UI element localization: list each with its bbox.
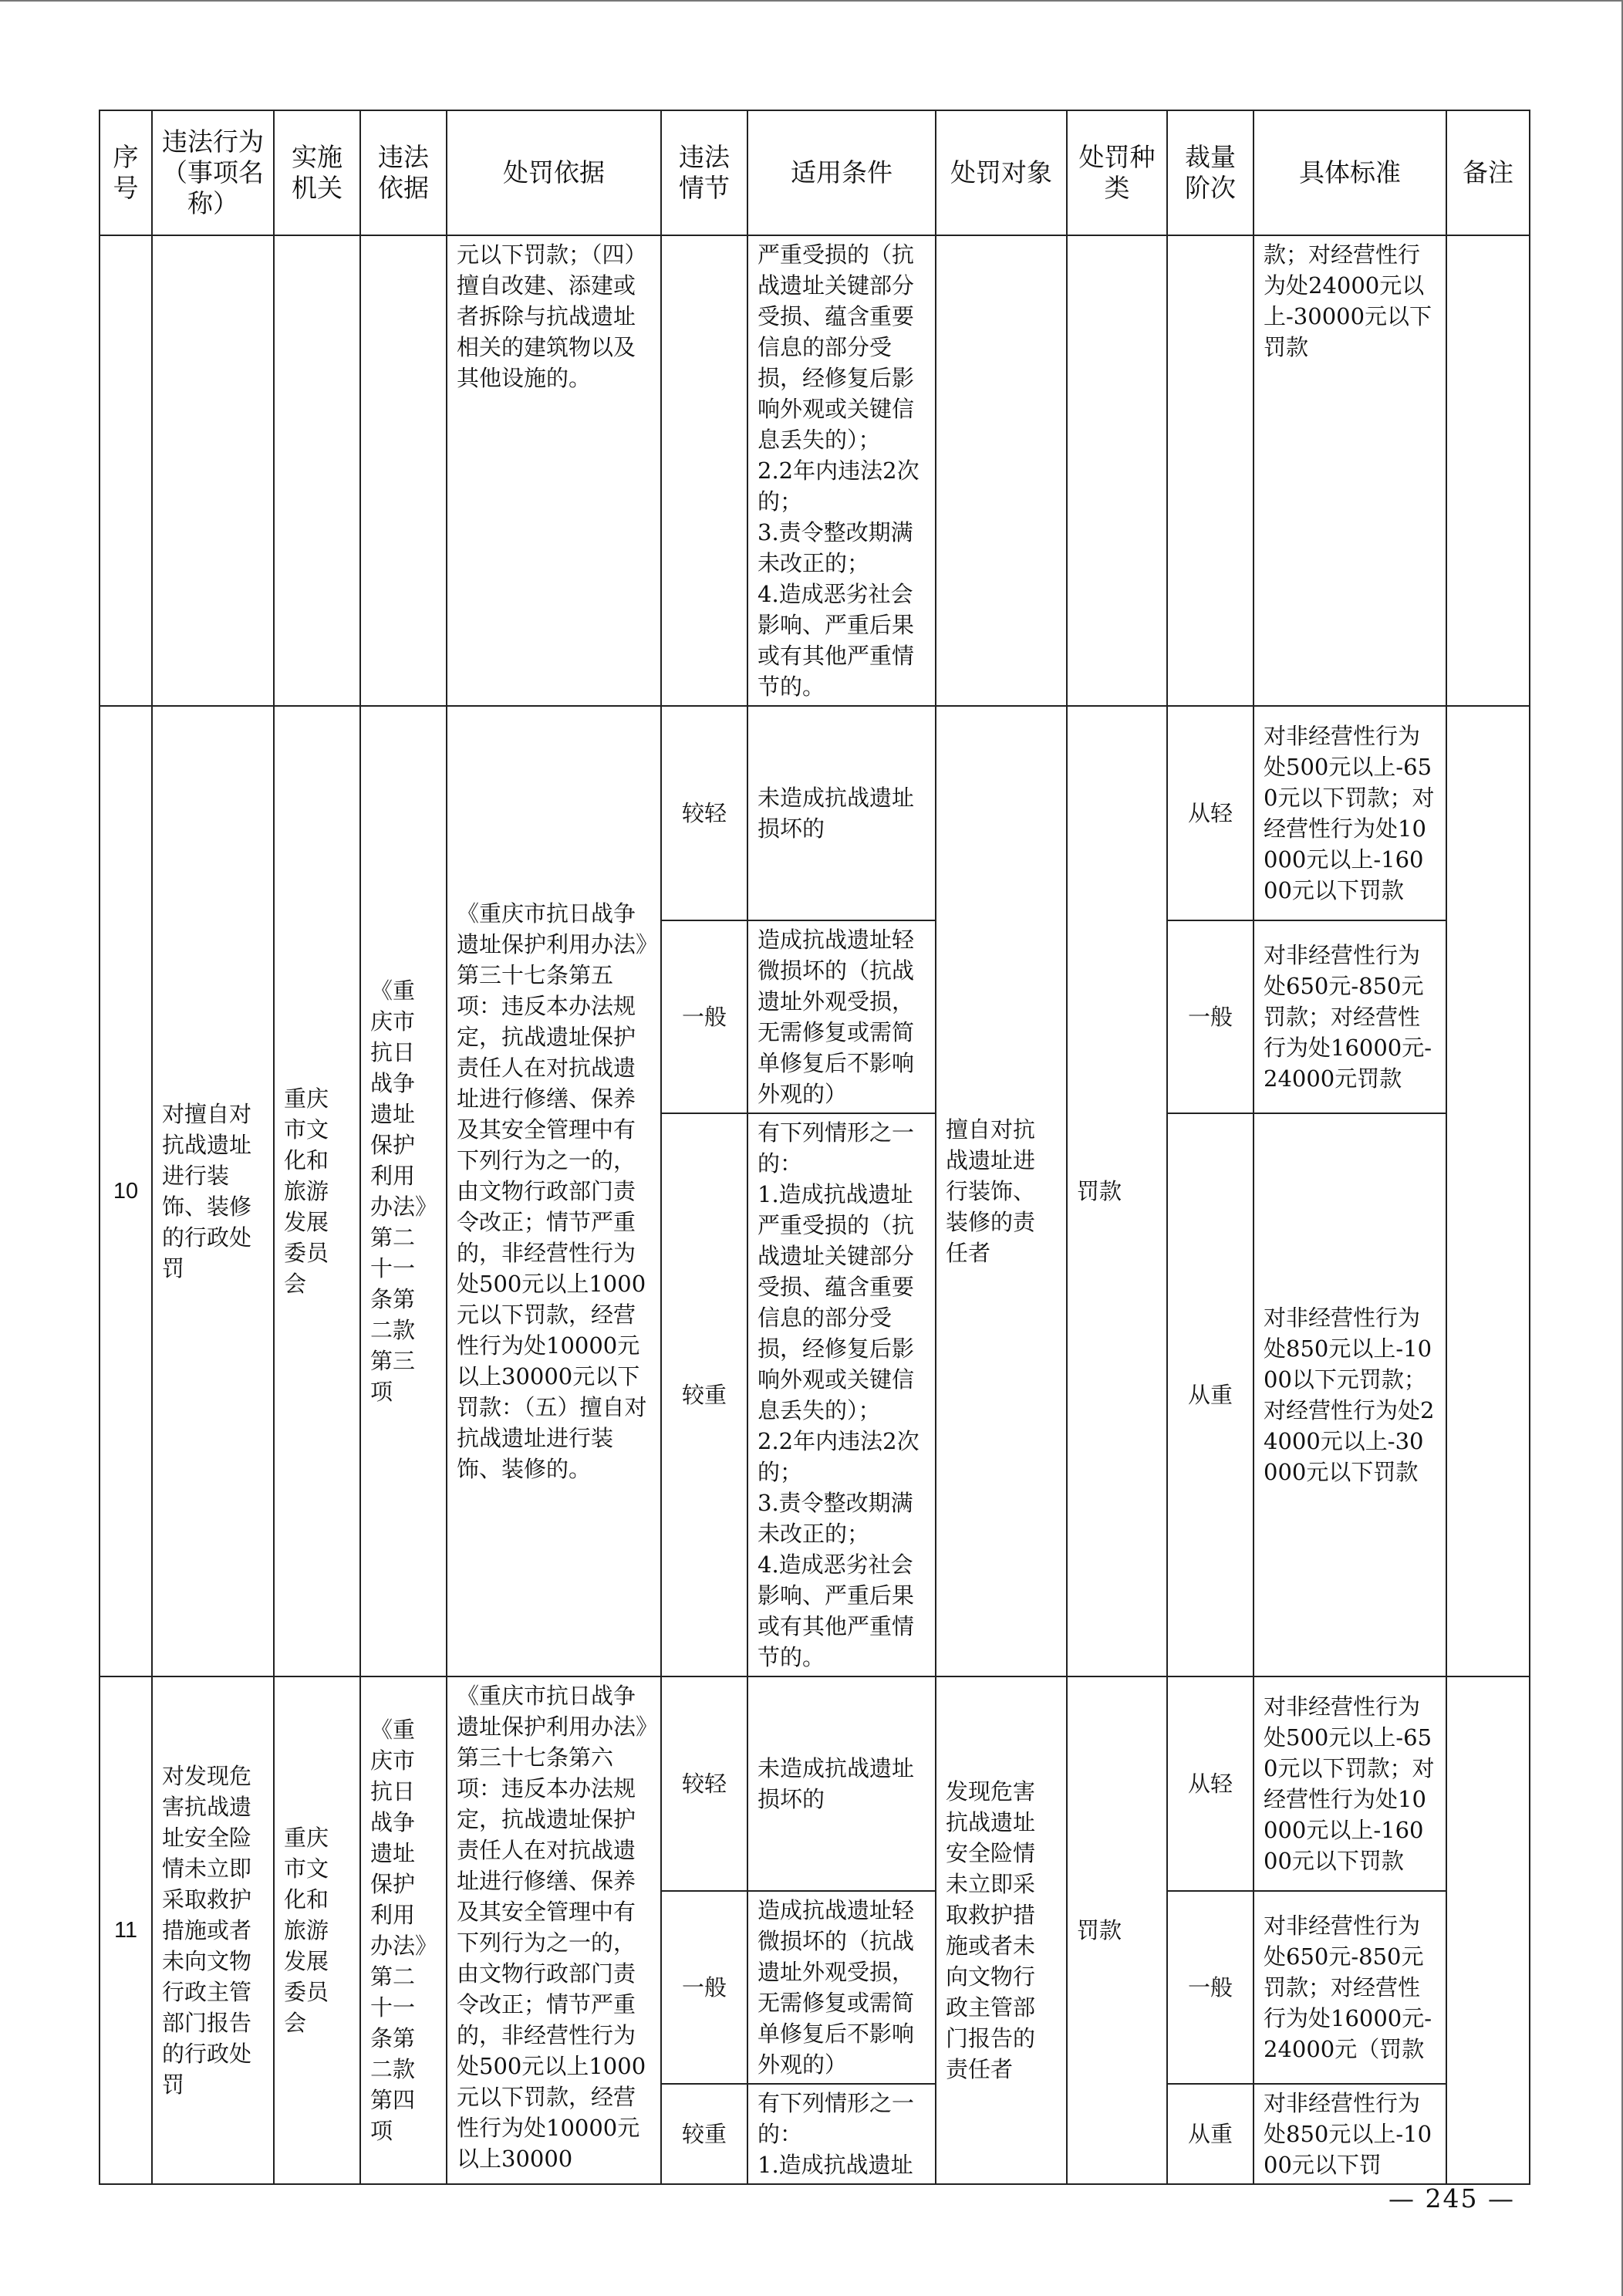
cell-circumstance: 较轻 [661, 1676, 747, 1891]
cell-stage: 从轻 [1167, 1676, 1254, 1891]
cell-basis: 《重庆市抗日战争遗址保护利用办法》第三十七条第五项：违反本办法规定，抗战遗址保护责任人在对抗战遗址进行修缮、保养及其安全管理中有下列行为之一的，由文物行政部门责令改正；情节严重的，非经营性行为处500元以上1000元以下罚款，经营性行为处10000元以上30000元以下罚款：（五）擅自对抗战遗址进行装饰、装修的。 [447, 706, 661, 1676]
cell-condition: 严重受损的（抗战遗址关键部分受损、蕴含重要信息的部分受损，经修复后影响外观或关键信息丢失的）； 2.2年内违法2次的； 3.责令整改期满未改正的； 4.造成恶劣社会影响、严重后果或有其他严重情节的。 [747, 235, 936, 706]
table-row-10-light [100, 706, 1530, 920]
header-circumstance: 违法情节 [661, 110, 747, 235]
cell-stage: 从轻 [1167, 706, 1254, 920]
cell-remarks [1446, 1676, 1530, 2184]
page-top-border [0, 0, 1623, 2]
cell-seq: 10 [100, 706, 152, 1676]
header-seq: 序号 [100, 110, 152, 235]
header-condition: 适用条件 [747, 110, 936, 235]
cell-name [152, 235, 274, 706]
cell-standard: 对非经营性行为处500元以上-650元以下罚款；对经营性行为处10000元以上-16000元以下罚款 [1254, 706, 1446, 920]
cell-target: 发现危害抗战遗址安全险情未立即采取救护措施或者未向文物行政主管部门报告的责任者 [936, 1676, 1067, 2184]
cell-name: 对发现危害抗战遗址安全险情未立即采取救护措施或者未向文物行政主管部门报告的行政处罚 [152, 1676, 274, 2184]
cell-stage: 从重 [1167, 1113, 1254, 1676]
cell-penalty-type [1067, 235, 1167, 706]
penalty-table [99, 110, 1530, 2185]
cell-condition: 未造成抗战遗址损坏的 [747, 1676, 936, 1891]
cell-circumstance: 较轻 [661, 706, 747, 920]
cell-condition: 有下列情形之一的： 1.造成抗战遗址 [747, 2084, 936, 2184]
header-standard: 具体标准 [1254, 110, 1446, 235]
cell-circumstance: 一般 [661, 920, 747, 1113]
cell-penalty-type: 罚款 [1067, 1676, 1167, 2184]
cell-agency: 重庆市文化和旅游发展委员会 [274, 706, 360, 1676]
cell-remarks [1446, 706, 1530, 1676]
header-legal-basis: 违法依据 [360, 110, 447, 235]
cell-penalty-type: 罚款 [1067, 706, 1167, 1676]
header-violation-name: 违法行为（事项名称） [152, 110, 274, 235]
cell-law: 《重庆市抗日战争遗址保护利用办法》第二十一条第二款第四项 [360, 1676, 447, 2184]
header-agency: 实施机关 [274, 110, 360, 235]
cell-target [936, 235, 1067, 706]
cell-standard: 款；对经营性行为处24000元以上-30000元以下罚款 [1254, 235, 1446, 706]
cell-condition: 造成抗战遗址轻微损坏的（抗战遗址外观受损，无需修复或需简单修复后不影响外观的） [747, 920, 936, 1113]
cell-standard: 对非经营性行为处500元以上-650元以下罚款；对经营性行为处10000元以上-16000元以下罚款 [1254, 1676, 1446, 1891]
cell-name: 对擅自对抗战遗址进行装饰、装修的行政处罚 [152, 706, 274, 1676]
cell-target: 擅自对抗战遗址进行装饰、装修的责任者 [936, 706, 1067, 1676]
cell-law [360, 235, 447, 706]
cell-seq: 11 [100, 1676, 152, 2184]
cell-agency [274, 235, 360, 706]
table-header-row [100, 110, 1530, 235]
table-row-11-light [100, 1676, 1530, 1891]
cell-standard: 对非经营性行为处850元以上-1000以下元罚款；对经营性行为处24000元以上-30000元以下罚款 [1254, 1113, 1446, 1676]
cell-circumstance: 一般 [661, 1891, 747, 2084]
cell-circumstance [661, 235, 747, 706]
cell-condition: 未造成抗战遗址损坏的 [747, 706, 936, 920]
header-penalty-basis: 处罚依据 [447, 110, 661, 235]
header-penalty-type: 处罚种类 [1067, 110, 1167, 235]
cell-stage: 一般 [1167, 1891, 1254, 2084]
cell-circumstance: 较重 [661, 2084, 747, 2184]
cell-seq [100, 235, 152, 706]
cell-stage: 一般 [1167, 920, 1254, 1113]
cell-standard: 对非经营性行为处650元-850元罚款；对经营性行为处16000元-24000元（罚款 [1254, 1891, 1446, 2084]
header-remarks: 备注 [1446, 110, 1530, 235]
cell-basis: 元以下罚款；（四）擅自改建、添建或者拆除与抗战遗址相关的建筑物以及其他设施的。 [447, 235, 661, 706]
cell-stage [1167, 235, 1254, 706]
cell-basis: 《重庆市抗日战争遗址保护利用办法》第三十七条第六项：违反本办法规定，抗战遗址保护责任人在对抗战遗址进行修缮、保养及其安全管理中有下列行为之一的，由文物行政部门责令改正；情节严重的，非经营性行为处500元以上1000元以下罚款，经营性行为处10000元以上30000 [447, 1676, 661, 2184]
table-row-continuation [100, 235, 1530, 706]
cell-condition: 有下列情形之一的： 1.造成抗战遗址严重受损的（抗战遗址关键部分受损、蕴含重要信息的部分受损，经修复后影响外观或关键信息丢失的）； 2.2年内违法2次的； 3.责令整改期满未改正的； 4.造成恶劣社会影响、严重后果或有其他严重情节的。 [747, 1113, 936, 1676]
cell-remarks [1446, 235, 1530, 706]
cell-standard: 对非经营性行为处650元-850元罚款；对经营性行为处16000元-24000元罚款 [1254, 920, 1446, 1113]
header-target: 处罚对象 [936, 110, 1067, 235]
cell-condition: 造成抗战遗址轻微损坏的（抗战遗址外观受损，无需修复或需简单修复后不影响外观的） [747, 1891, 936, 2084]
cell-agency: 重庆市文化和旅游发展委员会 [274, 1676, 360, 2184]
cell-circumstance: 较重 [661, 1113, 747, 1676]
cell-stage: 从重 [1167, 2084, 1254, 2184]
cell-law: 《重庆市抗日战争遗址保护利用办法》第二十一条第二款第三项 [360, 706, 447, 1676]
page-number: — 245 — [1388, 2183, 1515, 2213]
cell-standard: 对非经营性行为处850元以上-1000元以下罚 [1254, 2084, 1446, 2184]
header-stage: 裁量阶次 [1167, 110, 1254, 235]
